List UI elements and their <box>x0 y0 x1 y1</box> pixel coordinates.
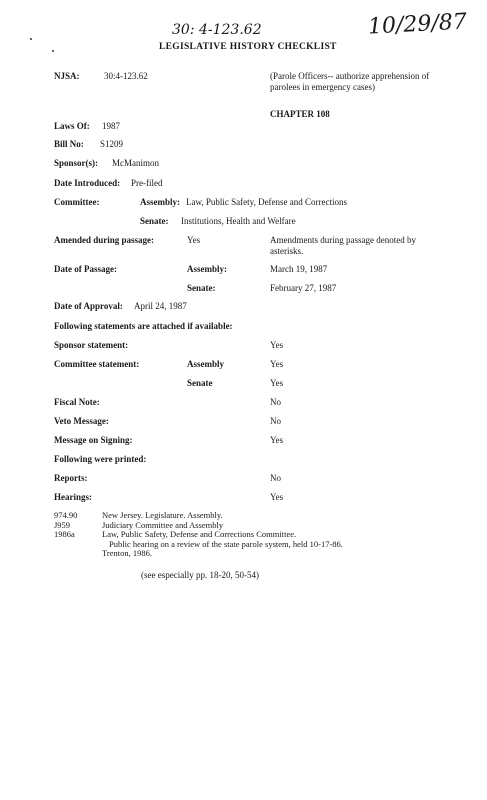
laws-of-label: Laws Of: <box>54 121 90 131</box>
passage-assembly-label: Assembly: <box>187 264 227 274</box>
reference-line: Trenton, 1986. <box>102 548 152 559</box>
reference-line: Judiciary Committee and Assembly <box>102 519 224 530</box>
reference-code: 1986a <box>54 529 75 540</box>
sponsor-label: Sponsor(s): <box>54 158 99 168</box>
passage-assembly-value: March 19, 1987 <box>270 264 328 274</box>
passage-senate-value: February 27, 1987 <box>270 283 337 293</box>
date-of-approval-label: Date of Approval: <box>54 301 123 311</box>
committee-statement-assembly-value: Yes <box>270 359 284 369</box>
message-on-signing-label: Message on Signing: <box>54 435 133 445</box>
reference-line: Law, Public Safety, Defense and Corrections Committee. <box>102 529 297 540</box>
amended-label: Amended during passage: <box>54 235 155 245</box>
message-on-signing-value: Yes <box>270 435 284 445</box>
handwritten-citation: 30: 4-123.62 <box>172 22 262 38</box>
njsa-value: 30:4-123.62 <box>104 71 148 81</box>
committee-statement-senate-value: Yes <box>270 378 284 388</box>
committee-statement-label: Committee statement: <box>54 359 140 369</box>
statements-header: Following statements are attached if available: <box>54 321 233 331</box>
amended-note: Amendments during passage denoted by asterisks. <box>270 235 416 256</box>
committee-statement-senate-label: Senate <box>187 378 213 388</box>
reports-value: No <box>270 473 281 483</box>
reference-line: Public hearing on a review of the state parole system, held 10-17-86. <box>109 538 343 549</box>
committee-senate-value: Institutions, Health and Welfare <box>181 216 296 226</box>
fiscal-note-value: No <box>270 397 281 407</box>
see-especially-note: (see especially pp. 18-20, 50-54) <box>141 570 259 580</box>
hearings-value: Yes <box>270 492 284 502</box>
reference-codes <box>54 511 77 540</box>
page-title: LEGISLATIVE HISTORY CHECKLIST <box>159 42 337 52</box>
date-introduced-label: Date Introduced: <box>54 178 121 188</box>
veto-message-label: Veto Message: <box>54 416 109 426</box>
reference-entry <box>102 511 343 559</box>
reference-code: J959 <box>54 519 71 530</box>
handwritten-date: 10/29/87 <box>367 9 468 40</box>
reference-line: New Jersey. Legislature. Assembly. <box>102 510 223 520</box>
printed-header: Following were printed: <box>54 454 147 464</box>
date-of-passage-label: Date of Passage: <box>54 264 117 274</box>
sponsor-statement-label: Sponsor statement: <box>54 340 129 350</box>
chapter: CHAPTER 108 <box>270 109 330 119</box>
bill-no-value: S1209 <box>100 139 124 149</box>
stray-mark <box>30 38 32 40</box>
bill-description: (Parole Officers-- authorize apprehension of parolees in emergency cases) <box>270 71 430 92</box>
fiscal-note-label: Fiscal Note: <box>54 397 100 407</box>
hearings-label: Hearings: <box>54 492 92 502</box>
sponsor-value: McManimon <box>112 158 159 168</box>
veto-message-value: No <box>270 416 281 426</box>
committee-label: Committee: <box>54 197 100 207</box>
passage-senate-label: Senate: <box>187 283 216 293</box>
njsa-label: NJSA: <box>54 71 80 81</box>
committee-assembly-value: Law, Public Safety, Defense and Corrections <box>186 197 348 207</box>
bill-no-label: Bill No: <box>54 139 84 149</box>
amended-value: Yes <box>187 235 201 245</box>
committee-assembly-label: Assembly: <box>140 197 180 207</box>
reference-code: 974.90 <box>54 510 78 520</box>
committee-senate-label: Senate: <box>140 216 169 226</box>
committee-statement-assembly-label: Assembly <box>187 359 225 369</box>
sponsor-statement-value: Yes <box>270 340 284 350</box>
stray-mark <box>52 50 54 52</box>
reports-label: Reports: <box>54 473 88 483</box>
laws-of-value: 1987 <box>102 121 120 131</box>
date-of-approval-value: April 24, 1987 <box>134 301 187 311</box>
date-introduced-value: Pre-filed <box>131 178 163 188</box>
